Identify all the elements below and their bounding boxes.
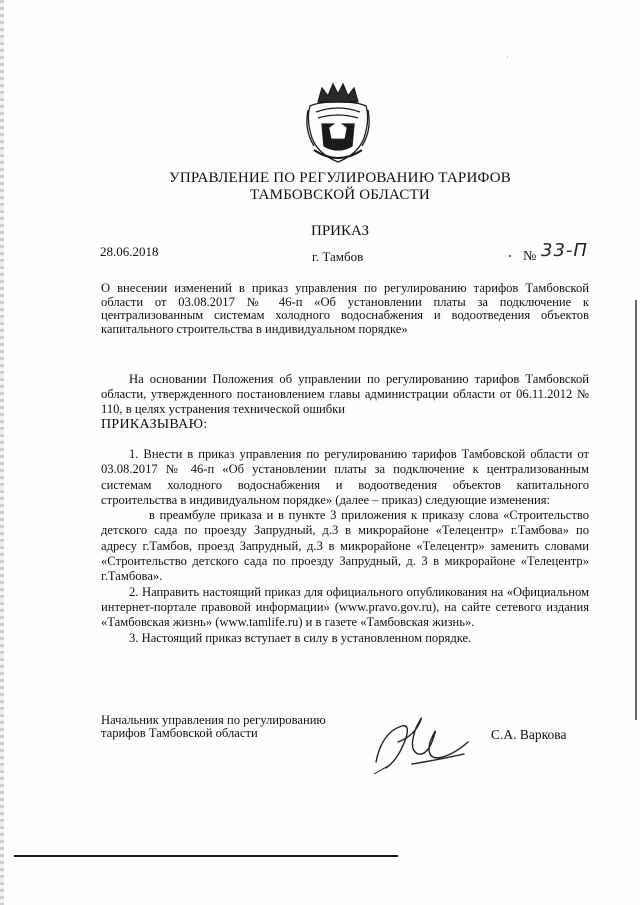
signer-title xyxy=(101,714,326,740)
bottom-rule xyxy=(14,855,398,857)
document-date: 28.06.2018 xyxy=(100,244,159,259)
item-1-subitem: в преамбуле приказа и в пункте 3 приложения к приказу слова «Строительство детского сада по проезду Запрудный, д.3 в микрорайоне «Телецентр» г.Тамбова» по адресу г.Тамбов, проезд Запрудный, д.3 в микрорайоне «Телецентр» заменить словами «Строительство детского сада по проезду Запрудный, д. 3 в микрорайоне «Телецентр» г.Тамбова». xyxy=(101,508,589,584)
scan-dot xyxy=(509,255,511,257)
handwritten-number: 33-П xyxy=(541,240,588,261)
item-2: 2. Направить настоящий приказ для официального опубликования на «Официальном интернет-портале правовой информации» (www.pravo.gov.ru), на сайте сетевого издания «Тамбовская жизнь» (www.tamlife.ru) и в газете «Тамбовская жизнь». xyxy=(101,584,589,630)
org-line-1: УПРАВЛЕНИЕ ПО РЕГУЛИРОВАНИЮ ТАРИФОВ xyxy=(169,170,511,186)
item-3: 3. Настоящий приказ вступает в силу в установленном порядке. xyxy=(129,630,472,645)
coat-of-arms-icon xyxy=(300,80,376,166)
decree-word: ПРИКАЗЫВАЮ: xyxy=(101,417,208,432)
order-subject: О внесении изменений в приказ управления по регулированию тарифов Тамбовской области от 03.08.2017 № 46-п «Об установлении платы за подключение к централизованным системам холодного водоснабжения и водоотведения объектов капитального строительства в индивидуальном порядке» xyxy=(101,281,589,336)
document-city: г. Тамбов xyxy=(312,249,364,264)
signer-name: С.А. Варкова xyxy=(491,727,567,742)
org-line-2: ТАМБОВСКОЙ ОБЛАСТИ xyxy=(250,187,430,203)
order-items xyxy=(101,447,589,646)
signer-title-line-2: тарифов Тамбовской области xyxy=(101,726,258,740)
scan-edge-left xyxy=(0,0,4,905)
scan-mark: · xyxy=(506,52,509,62)
organization-name xyxy=(150,170,530,204)
handwritten-signature xyxy=(368,702,478,782)
scan-edge-right xyxy=(635,300,637,720)
document-type: ПРИКАЗ xyxy=(311,223,369,239)
number-label: № xyxy=(523,249,537,264)
preamble-paragraph: На основании Положения об управлении по регулированию тарифов Тамбовской области, утвержденного постановлением главы администрации области от 06.11.2012 № 110, в целях устранения технической ошибки xyxy=(101,372,589,416)
signer-title-line-1: Начальник управления по регулированию xyxy=(101,713,326,727)
item-1: 1. Внести в приказ управления по регулированию тарифов Тамбовской области от 03.08.2017 № 46-п «Об установлении платы за подключение к централизованным системам холодного водоснабжения и водоотведения объектов капитального строительства в индивидуальном порядке» (далее – приказ) следующие изменения: xyxy=(101,447,589,507)
